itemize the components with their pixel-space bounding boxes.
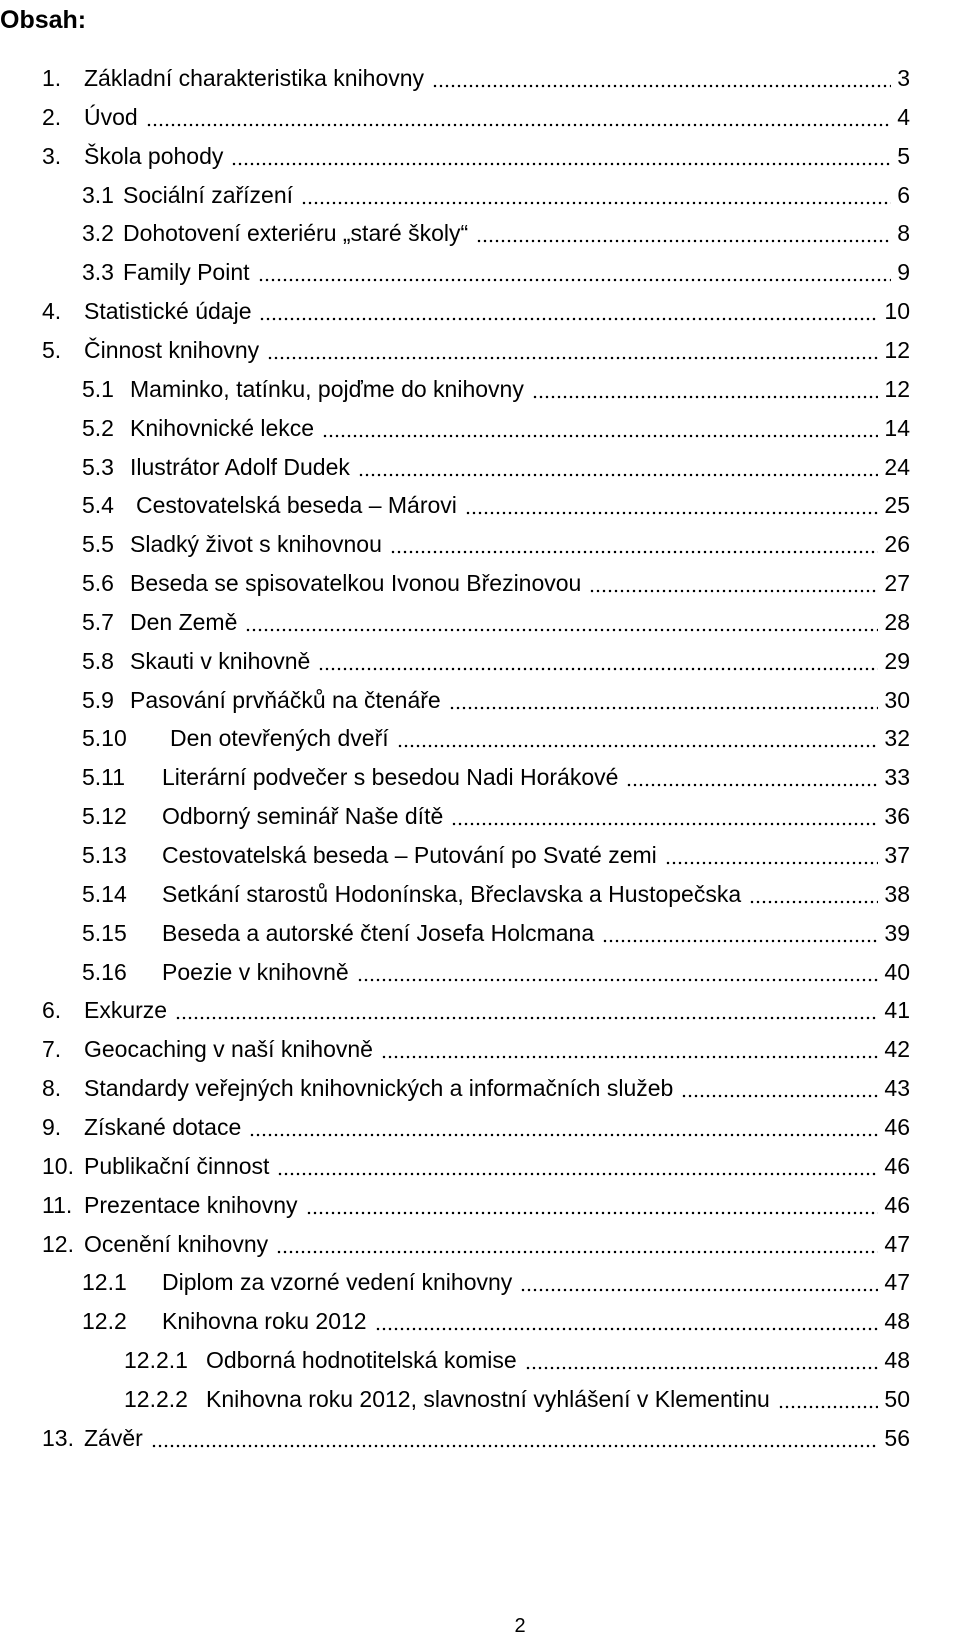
toc-dot-leader — [665, 861, 879, 865]
toc-entry-title: Sladký život s knihovnou — [130, 531, 382, 558]
toc-entry-number: 12.1 — [82, 1269, 127, 1296]
toc-entry-title: Závěr — [84, 1424, 143, 1451]
toc-entry-title: Prezentace knihovny — [84, 1191, 298, 1218]
toc-dot-leader — [151, 1444, 879, 1448]
toc-entry-title: Poezie v knihovně — [162, 958, 349, 985]
toc-entry-title: Cestovatelská beseda – Putování po Svaté zemi — [162, 842, 657, 868]
toc-dot-leader — [532, 395, 879, 399]
toc-entry — [82, 252, 910, 292]
toc-entry-page: 12 — [884, 375, 910, 402]
toc-entry — [82, 408, 910, 448]
toc-entry-number: 3. — [42, 142, 62, 169]
toc-dot-leader — [245, 628, 878, 632]
toc-entry — [82, 563, 910, 603]
toc-entry-title: Základní charakteristika knihovny — [84, 65, 425, 91]
toc-dot-leader — [602, 939, 878, 943]
toc-entry-title: Beseda a autorské čtení Josefa Holcmana — [162, 919, 595, 946]
toc-dot-leader — [277, 1172, 878, 1176]
toc-dot-leader — [322, 434, 878, 438]
toc-entry-title: Setkání starostů Hodonínska, Břeclavska a Hustopečska — [162, 880, 742, 907]
toc-entry — [42, 1107, 910, 1147]
toc-entry-number: 10. — [42, 1152, 74, 1179]
toc-entry-title: Den otevřených dveří — [170, 725, 389, 752]
toc-entry-number: 5.2 — [82, 414, 114, 441]
toc-entry — [82, 952, 910, 992]
toc-entry — [82, 447, 910, 487]
page-number: 2 — [514, 1615, 526, 1637]
toc-dot-leader — [589, 589, 878, 593]
toc-entry — [82, 602, 910, 642]
toc-entry-page: 28 — [884, 608, 910, 635]
toc-entry — [82, 874, 910, 914]
toc-entry — [82, 175, 910, 215]
toc-entry-page: 6 — [897, 181, 910, 208]
toc-entry-number: 11. — [42, 1191, 73, 1218]
toc-entry-number: 1. — [42, 65, 62, 91]
toc-entry — [82, 1262, 910, 1302]
toc-entry-page: 32 — [884, 725, 910, 752]
toc-entry — [82, 757, 910, 797]
toc-entry-title: Beseda se spisovatelkou Ivonou Březinovou — [130, 570, 582, 597]
toc-dot-leader — [432, 84, 891, 88]
toc-dot-leader — [249, 1133, 878, 1137]
toc-entry-title: Odborná hodnotitelská komise — [206, 1347, 517, 1374]
toc-entry-page: 56 — [884, 1424, 910, 1451]
toc-entry — [42, 1146, 910, 1186]
toc-dot-leader — [397, 744, 879, 748]
toc-entry — [42, 136, 910, 176]
toc-entry-title: Pasování prvňáčků na čtenáře — [130, 686, 441, 713]
toc-entry-title: Knihovna roku 2012 — [162, 1308, 367, 1335]
toc-entry-title: Standardy veřejných knihovnických a informačních služeb — [84, 1075, 674, 1102]
toc-entry-page: 39 — [884, 919, 910, 946]
toc-entry-title: Publikační činnost — [84, 1152, 270, 1179]
toc-entry-page: 46 — [884, 1113, 910, 1140]
toc-entry-number: 7. — [42, 1036, 62, 1063]
toc-entry — [82, 369, 910, 409]
toc-entry-number: 5.16 — [82, 958, 127, 985]
toc-entry — [42, 1029, 910, 1069]
toc-entry-page: 25 — [884, 492, 910, 519]
toc-entry-title: Cestovatelská beseda – Márovi — [136, 492, 457, 519]
toc-entry-number: 12.2 — [82, 1308, 127, 1335]
toc-entry-number: 2. — [42, 103, 62, 130]
toc-entry-page: 46 — [884, 1191, 910, 1218]
toc-entry-page: 38 — [884, 880, 910, 907]
toc-entry-page: 14 — [884, 414, 910, 441]
toc-entry-number: 5.1 — [82, 375, 114, 402]
toc-entry-page: 42 — [884, 1036, 910, 1063]
toc-entry-number: 12.2.1 — [124, 1347, 188, 1374]
toc-entry-page: 50 — [884, 1385, 910, 1412]
toc-entry-page: 36 — [884, 803, 910, 830]
toc-entry-title: Literární podvečer s besedou Nadi Horákové — [162, 764, 619, 791]
toc-entry-page: 12 — [884, 336, 910, 363]
toc-entry — [82, 1301, 910, 1341]
toc-dot-leader — [175, 1016, 878, 1020]
toc-entry-number: 5.13 — [82, 842, 127, 868]
toc-entry — [82, 641, 910, 681]
toc-entry-title: Maminko, tatínku, pojďme do knihovny — [130, 375, 524, 402]
toc-entry-number: 5.5 — [82, 531, 114, 558]
toc-dot-leader — [267, 356, 878, 360]
toc-entry-title: Geocaching v naší knihovně — [84, 1036, 373, 1063]
toc-entry-number: 12. — [42, 1230, 74, 1257]
toc-dot-leader — [449, 706, 879, 710]
toc-entry-number: 5.15 — [82, 919, 127, 946]
toc-entry — [124, 1340, 910, 1380]
toc-dot-leader — [390, 550, 879, 554]
toc-entry-page: 9 — [897, 259, 910, 286]
toc-dot-leader — [476, 239, 891, 243]
toc-entry-number: 5.10 — [82, 725, 127, 752]
toc-entry-number: 4. — [42, 298, 62, 325]
toc-entry-number: 3.3 — [82, 259, 114, 286]
toc-entry-number: 5.9 — [82, 686, 114, 713]
toc-entry-page: 48 — [884, 1347, 910, 1374]
toc-entry — [82, 796, 910, 836]
toc-entry-page: 41 — [884, 997, 910, 1024]
toc-dot-leader — [318, 667, 878, 671]
toc-entry — [82, 718, 910, 758]
toc-dot-leader — [306, 1211, 879, 1215]
toc-entry-page: 29 — [884, 647, 910, 674]
toc-entry-title: Škola pohody — [84, 142, 224, 169]
toc-dot-leader — [258, 278, 892, 282]
toc-entry-page: 3 — [897, 65, 910, 91]
toc-entry-title: Sociální zařízení — [122, 181, 294, 208]
toc-heading: Obsah: — [0, 6, 87, 34]
toc-entry — [42, 1418, 910, 1458]
toc-dot-leader — [778, 1405, 879, 1409]
toc-entry-number: 5.14 — [82, 880, 127, 907]
toc-entry — [82, 680, 910, 720]
toc-entry — [42, 1185, 910, 1225]
toc-entry-page: 24 — [884, 453, 910, 480]
toc-dot-leader — [146, 123, 892, 127]
toc-entry-title: Činnost knihovny — [84, 336, 260, 363]
toc-entry-page: 37 — [884, 842, 910, 868]
toc-entry-title: Knihovnické lekce — [130, 414, 315, 441]
toc-entry-page: 5 — [897, 142, 910, 169]
toc-entry-number: 3.2 — [82, 220, 114, 247]
toc-entry-number: 6. — [42, 997, 62, 1024]
toc-entry — [82, 213, 910, 253]
toc-dot-leader — [465, 511, 879, 515]
toc-dot-leader — [626, 783, 878, 787]
toc-entry-title: Family Point — [122, 259, 250, 286]
toc-entry-number: 12.2.2 — [124, 1385, 188, 1412]
toc-entry-page: 40 — [884, 958, 910, 985]
toc-entry-page: 47 — [884, 1230, 910, 1257]
toc-entry — [42, 97, 910, 137]
toc-entry-number: 9. — [42, 1113, 62, 1140]
toc-entry-page: 10 — [884, 298, 910, 325]
toc-entry-page: 27 — [884, 570, 910, 597]
toc-entry-title: Knihovna roku 2012, slavnostní vyhlášení v Klementinu — [206, 1385, 770, 1412]
toc-entry — [82, 913, 910, 953]
toc-entry-title: Odborný seminář Naše dítě — [162, 803, 444, 830]
toc-entry-number: 13. — [42, 1424, 74, 1451]
toc-entry — [82, 485, 910, 525]
toc-entry-page: 43 — [884, 1075, 910, 1102]
toc-entry — [42, 58, 910, 98]
toc-entry-title: Skauti v knihovně — [130, 647, 311, 674]
toc-entry-title: Statistické údaje — [84, 298, 252, 325]
toc-entry-number: 5. — [42, 336, 62, 363]
toc-entry — [42, 1068, 910, 1108]
toc-entry-number: 5.8 — [82, 647, 114, 674]
toc-entry — [124, 1379, 910, 1419]
toc-entry-title: Den Země — [130, 608, 238, 635]
toc-entry-page: 46 — [884, 1152, 910, 1179]
toc-dot-leader — [231, 162, 891, 166]
toc-entry-page: 8 — [897, 220, 910, 247]
toc-dot-leader — [301, 201, 891, 205]
toc-entry — [82, 524, 910, 564]
toc-entry-title: Úvod — [84, 103, 138, 130]
toc-entry-page: 26 — [884, 531, 910, 558]
toc-entry-page: 33 — [884, 764, 910, 791]
toc-dot-leader — [749, 900, 878, 904]
toc-entry-number: 5.4 — [82, 492, 114, 519]
toc-entry — [82, 835, 910, 875]
toc-entry-page: 48 — [884, 1308, 910, 1335]
toc-entry-title: Získané dotace — [84, 1113, 242, 1140]
toc-dot-leader — [358, 473, 879, 477]
toc-entry-number: 3.1 — [82, 181, 114, 208]
toc-entry-title: Ocenění knihovny — [84, 1230, 269, 1257]
toc-dot-leader — [259, 317, 878, 321]
toc-entry-number: 5.3 — [82, 453, 114, 480]
toc-entry-page: 47 — [884, 1269, 910, 1296]
toc-entry-number: 5.12 — [82, 803, 127, 830]
toc-dot-leader — [375, 1327, 879, 1331]
toc-entry-title: Dohotovení exteriéru „staré školy“ — [122, 220, 469, 247]
toc-entry-page: 30 — [884, 686, 910, 713]
toc-entry-title: Diplom za vzorné vedení knihovny — [162, 1269, 513, 1296]
toc-dot-leader — [681, 1094, 878, 1098]
toc-entry — [42, 291, 910, 331]
toc-dot-leader — [525, 1366, 879, 1370]
toc-entry — [42, 330, 910, 370]
toc-entry-number: 5.11 — [82, 764, 126, 791]
toc-entry — [42, 1224, 910, 1264]
toc-entry-number: 5.7 — [82, 608, 114, 635]
toc-entry — [42, 990, 910, 1030]
toc-dot-leader — [276, 1250, 878, 1254]
toc-dot-leader — [381, 1055, 878, 1059]
toc-entry-title: Exkurze — [84, 997, 168, 1024]
toc-dot-leader — [357, 978, 879, 982]
toc-entry-title: Ilustrátor Adolf Dudek — [130, 453, 350, 480]
toc-entry-page: 4 — [897, 103, 910, 130]
toc-dot-leader — [520, 1288, 878, 1292]
toc-entry-number: 8. — [42, 1075, 62, 1102]
toc-dot-leader — [451, 822, 878, 826]
toc-entry-number: 5.6 — [82, 570, 114, 597]
